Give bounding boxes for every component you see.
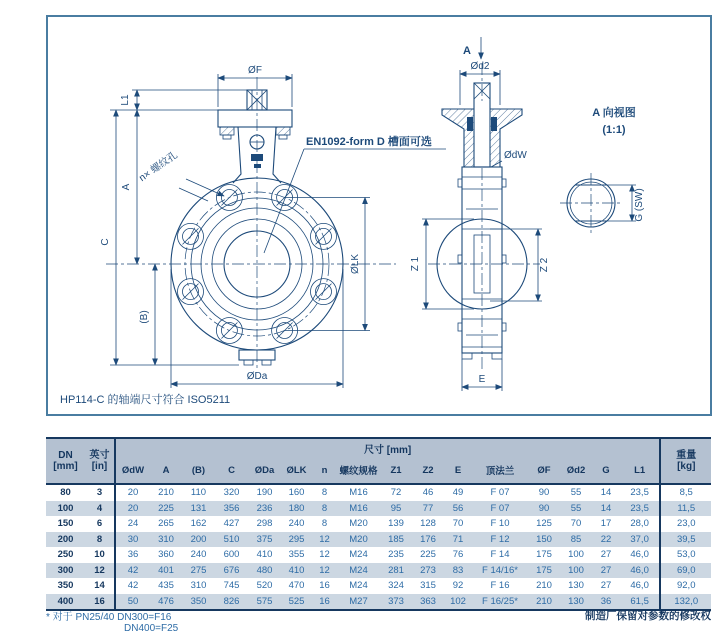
table-cell: 8 xyxy=(321,487,328,499)
table-cell: 100 xyxy=(568,564,584,576)
table-cell: 132,0 xyxy=(660,594,711,611)
table-cell: F 07 xyxy=(490,487,510,499)
column-header: ØdW xyxy=(121,464,145,476)
header-weight xyxy=(660,438,711,484)
column-header: A xyxy=(162,464,170,476)
table-cell: 476 xyxy=(158,595,174,607)
footnote-line1: * 对于 PN25/40 DN300=F16 xyxy=(46,612,172,623)
table-cell: 46,0 xyxy=(630,564,649,576)
header-dn-line2: [mm] xyxy=(53,461,78,472)
column-header: Z2 xyxy=(422,464,434,476)
table-cell: 23,5 xyxy=(630,502,649,514)
table-cell: 46,0 xyxy=(630,580,649,592)
table-cell: 90 xyxy=(538,487,550,499)
dim-l1-label: L1 xyxy=(120,94,131,106)
table-cell: M24 xyxy=(349,564,368,576)
table-cell: 55 xyxy=(570,487,582,499)
header-weight-line2: [kg] xyxy=(677,461,696,472)
table-cell: 150 xyxy=(536,533,552,545)
table-cell: 14 xyxy=(85,578,115,594)
table-cell: 16 xyxy=(319,580,330,592)
side-view xyxy=(410,37,550,391)
table-cell: 360 xyxy=(158,549,174,561)
table-row xyxy=(46,547,711,563)
table-cell: F 14/16* xyxy=(482,564,518,576)
table-cell: 27 xyxy=(600,564,612,576)
label-en1092: EN1092-form D 槽面可选 xyxy=(306,136,432,148)
table-cell: 320 xyxy=(223,487,240,499)
table-row xyxy=(46,516,711,532)
drawing-box xyxy=(46,15,712,416)
table-cell: 61,5 xyxy=(630,595,649,607)
table-cell: 235 xyxy=(388,549,404,561)
table-cell: 175 xyxy=(536,549,552,561)
table-cell: 150 xyxy=(57,518,74,530)
table-cell: 14 xyxy=(600,487,612,499)
table-cell: 100 xyxy=(568,549,584,561)
table-cell: 676 xyxy=(223,564,240,576)
table-cell: 350 xyxy=(57,580,74,592)
table-cell: 11,5 xyxy=(660,501,711,517)
table-cell: 92 xyxy=(452,580,464,592)
table-cell: 375 xyxy=(256,533,273,545)
column-header: G xyxy=(602,464,610,476)
drawing-note: HP114-C 的轴端尺寸符合 ISO5211 xyxy=(60,394,231,406)
view-arrow-label: A xyxy=(463,45,471,57)
table-cell: 22 xyxy=(600,533,612,545)
table-cell: 42 xyxy=(127,564,139,576)
column-header: 螺纹规格 xyxy=(339,466,378,477)
table-cell: 210 xyxy=(536,595,552,607)
dim-of-label: ØF xyxy=(248,65,262,76)
table-cell: 225 xyxy=(420,549,436,561)
table-body xyxy=(46,484,711,610)
table-cell: 37,0 xyxy=(630,533,649,545)
table-cell: M24 xyxy=(349,549,368,561)
table-cell: 400 xyxy=(57,595,74,607)
table-cell: 240 xyxy=(288,518,305,530)
table-cell: 410 xyxy=(288,564,305,576)
header-group-dimensions: 尺寸 [mm] xyxy=(364,444,412,456)
table-cell: 281 xyxy=(388,564,404,576)
table-cell: 12 xyxy=(319,533,330,545)
table-cell: 8 xyxy=(321,502,328,514)
table-cell: 363 xyxy=(420,595,436,607)
table-cell: F 12 xyxy=(490,533,510,545)
table-cell: 131 xyxy=(190,502,207,514)
table-cell: F 07 xyxy=(490,502,510,514)
table-cell: 95 xyxy=(390,502,402,514)
table-cell: 826 xyxy=(223,595,240,607)
table-cell: 77 xyxy=(422,502,434,514)
table-cell: 176 xyxy=(420,533,436,545)
table-cell: 298 xyxy=(256,518,273,530)
table-cell: 90 xyxy=(538,502,550,514)
dim-c-label: C xyxy=(100,238,111,246)
table-cell: 55 xyxy=(570,502,582,514)
dimension-table xyxy=(46,437,711,611)
table-cell: 85 xyxy=(570,533,582,545)
table-cell: 210 xyxy=(158,487,174,499)
table-cell: 273 xyxy=(420,564,436,576)
table-cell: 76 xyxy=(452,549,464,561)
table-cell: 16 xyxy=(319,595,330,607)
table-cell: 27 xyxy=(600,580,612,592)
table-cell: 102 xyxy=(450,595,466,607)
table-cell: 265 xyxy=(158,518,174,530)
table-cell: 401 xyxy=(158,564,174,576)
front-view xyxy=(100,65,446,388)
table-cell: 185 xyxy=(388,533,404,545)
dim-g-label: G (SW) xyxy=(634,188,645,222)
header-inch-line1: 英寸 xyxy=(89,450,110,461)
table-cell: 130 xyxy=(568,580,584,592)
table-cell: 24 xyxy=(127,518,139,530)
table-cell: 435 xyxy=(158,580,174,592)
table-cell: 8 xyxy=(85,532,115,548)
table-cell: 600 xyxy=(223,549,240,561)
table-cell: 315 xyxy=(420,580,436,592)
table-cell: 480 xyxy=(256,564,273,576)
table-cell: F 14 xyxy=(490,549,510,561)
column-header: Z1 xyxy=(390,464,402,476)
table-cell: 72 xyxy=(390,487,402,499)
a-view xyxy=(560,105,645,233)
table-cell: F 16/25* xyxy=(482,595,518,607)
header-inch-line2: [in] xyxy=(91,461,108,472)
table-row xyxy=(46,484,711,501)
table-cell: 6 xyxy=(85,516,115,532)
table-cell: 8,5 xyxy=(660,484,711,501)
table-cell: 470 xyxy=(288,580,305,592)
table-cell: 12 xyxy=(319,549,330,561)
table-cell: 125 xyxy=(536,518,552,530)
column-header: ØF xyxy=(537,464,551,476)
table-cell: 160 xyxy=(288,487,305,499)
table-cell: 236 xyxy=(256,502,273,514)
table-cell: 175 xyxy=(536,564,552,576)
table-cell: 70 xyxy=(570,518,582,530)
table-cell: 53,0 xyxy=(660,547,711,563)
table-cell: 427 xyxy=(223,518,240,530)
table-cell: 23,0 xyxy=(660,516,711,532)
table-cell: 80 xyxy=(60,487,71,499)
table-cell: 110 xyxy=(190,487,207,499)
table-cell: M20 xyxy=(349,533,368,545)
table-cell: 350 xyxy=(190,595,207,607)
header-inch xyxy=(85,438,115,484)
dim-odw-label: ØdW xyxy=(504,150,527,161)
table-cell: 210 xyxy=(536,580,552,592)
table-cell: M16 xyxy=(349,502,368,514)
table-cell: 10 xyxy=(85,547,115,563)
table-cell: 410 xyxy=(256,549,273,561)
table-cell: 310 xyxy=(190,580,207,592)
dim-b-label: (B) xyxy=(139,310,150,324)
table-cell: 28,0 xyxy=(630,518,649,530)
table-cell: 49 xyxy=(452,487,464,499)
table-cell: 525 xyxy=(288,595,305,607)
table-cell: 356 xyxy=(223,502,240,514)
table-cell: 17 xyxy=(600,518,612,530)
table-cell: 42 xyxy=(127,580,139,592)
table-cell: 12 xyxy=(319,564,330,576)
table-cell: 300 xyxy=(57,564,74,576)
table-row xyxy=(46,563,711,579)
table-cell: 20 xyxy=(127,502,139,514)
table-row xyxy=(46,501,711,517)
table-cell: 310 xyxy=(158,533,174,545)
table-cell: 83 xyxy=(452,564,464,576)
valve-drawing xyxy=(48,17,710,414)
table-cell: 225 xyxy=(158,502,174,514)
header-dn-line1: DN xyxy=(58,450,73,461)
dim-z1-label: Z 1 xyxy=(410,256,421,272)
table-cell: 4 xyxy=(85,501,115,517)
table-cell: M16 xyxy=(349,487,368,499)
column-header: L1 xyxy=(634,464,646,476)
table-cell: 295 xyxy=(288,533,305,545)
a-view-scale: (1:1) xyxy=(602,124,626,136)
table-cell: 46,0 xyxy=(630,549,649,561)
table-cell: 71 xyxy=(452,533,464,545)
table-cell: F 16 xyxy=(490,580,510,592)
column-header: Ød2 xyxy=(566,464,586,476)
table-cell: 130 xyxy=(568,595,584,607)
table-row xyxy=(46,532,711,548)
column-header: C xyxy=(228,464,235,476)
table-cell: 36 xyxy=(600,595,612,607)
column-header: ØDa xyxy=(254,464,275,476)
table-cell: 23,5 xyxy=(630,487,649,499)
table-cell: 128 xyxy=(420,518,436,530)
footer-rights: 制造厂保留对参数的修改权 xyxy=(585,610,711,622)
dim-od2-label: Ød2 xyxy=(470,61,490,72)
table-cell: 139 xyxy=(388,518,404,530)
column-header: ØLK xyxy=(286,464,307,476)
column-header: (B) xyxy=(191,464,206,476)
table-cell: 69,0 xyxy=(660,563,711,579)
table-cell: 12 xyxy=(85,563,115,579)
table-cell: 46 xyxy=(422,487,434,499)
table-cell: 14 xyxy=(600,502,612,514)
table-cell: 100 xyxy=(57,502,74,514)
dim-e-label: E xyxy=(478,374,486,385)
dim-a-label: A xyxy=(121,183,132,191)
dim-oda-label: ØDa xyxy=(246,371,268,382)
table-cell: 27 xyxy=(600,549,612,561)
table-cell: 510 xyxy=(223,533,240,545)
column-header: 顶法兰 xyxy=(485,466,515,477)
dim-olk-label: ØLK xyxy=(350,253,361,275)
header-dn xyxy=(46,438,85,484)
header-weight-line1: 重量 xyxy=(676,450,697,461)
label-threaded-holes: n× 螺纹孔 xyxy=(137,149,180,185)
column-header: n xyxy=(321,464,328,476)
table-cell: 745 xyxy=(223,580,240,592)
table-cell: 575 xyxy=(256,595,273,607)
table-cell: F 10 xyxy=(490,518,510,530)
table-cell: 92,0 xyxy=(660,578,711,594)
table-cell: 30 xyxy=(127,533,139,545)
table-cell: M20 xyxy=(349,518,368,530)
table-cell: 180 xyxy=(288,502,305,514)
table-cell: 200 xyxy=(190,533,207,545)
table-cell: 190 xyxy=(256,487,273,499)
table-cell: M24 xyxy=(349,580,368,592)
table-cell: 240 xyxy=(190,549,207,561)
table-cell: 8 xyxy=(321,518,328,530)
footnote-line2: DN400=F25 xyxy=(124,623,179,634)
table-cell: 56 xyxy=(452,502,464,514)
table-cell: 200 xyxy=(57,533,74,545)
table-cell: 50 xyxy=(127,595,139,607)
table-cell: 39,5 xyxy=(660,532,711,548)
table-cell: M27 xyxy=(349,595,368,607)
table-cell: 355 xyxy=(288,549,305,561)
table-cell: 373 xyxy=(388,595,404,607)
table-cell: 275 xyxy=(190,564,207,576)
a-view-title: A 向视图 xyxy=(592,107,636,119)
column-header: E xyxy=(454,464,462,476)
table-row xyxy=(46,578,711,594)
table-cell: 520 xyxy=(256,580,273,592)
table-cell: 20 xyxy=(127,487,139,499)
dim-z2-label: Z 2 xyxy=(539,257,550,273)
table-cell: 162 xyxy=(190,518,207,530)
table-cell: 3 xyxy=(85,484,115,501)
table-cell: 70 xyxy=(452,518,464,530)
table-cell: 36 xyxy=(127,549,139,561)
table-cell: 324 xyxy=(388,580,404,592)
table-cell: 16 xyxy=(85,594,115,611)
table-cell: 250 xyxy=(57,549,74,561)
